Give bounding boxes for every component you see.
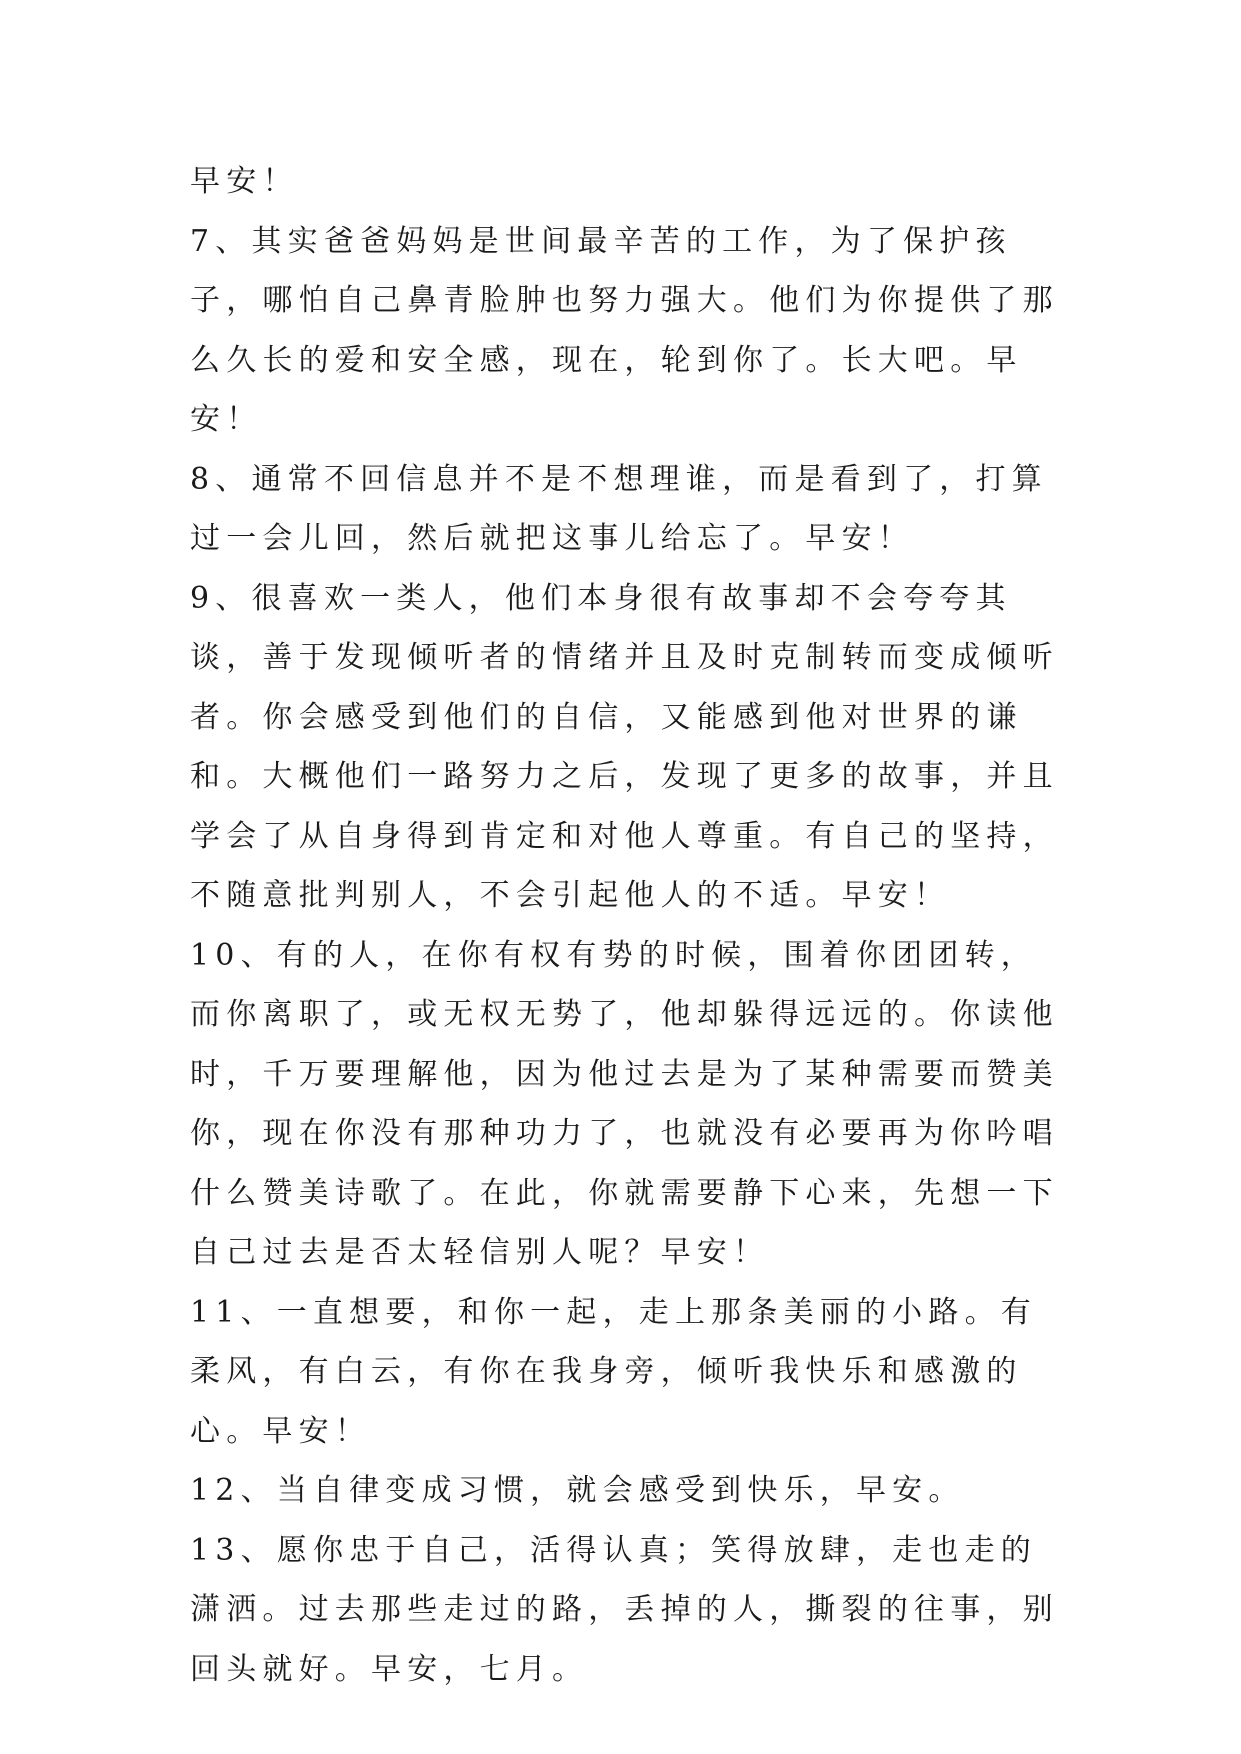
document-body	[190, 152, 1070, 1699]
paragraph-greeting: 早安！	[190, 164, 299, 199]
paragraph-13: 13、愿你忠于自己，活得认真；笑得放肆，走也走的潇洒。过去那些走过的路，丢掉的人，撕裂的往事，别回头就好。早安，七月。	[190, 1532, 1059, 1687]
paragraph-7: 7、其实爸爸妈妈是世间最辛苦的工作，为了保护孩子，哪怕自己鼻青脸肿也努力强大。他们为你提供了那么久长的爱和安全感，现在，轮到你了。长大吧。早安！	[190, 223, 1059, 437]
paragraph-10: 10、有的人，在你有权有势的时候，围着你团团转，而你离职了，或无权无势了，他却躲得远远的。你读他时，千万要理解他，因为他过去是为了某种需要而赞美你，现在你没有那种功力了，也就没有必要再为你吟唱什么赞美诗歌了。在此，你就需要静下心来，先想一下自己过去是否太轻信别人呢？早安！	[190, 937, 1059, 1270]
paragraph-8: 8、通常不回信息并不是不想理谁，而是看到了，打算过一会儿回，然后就把这事儿给忘了。早安！	[190, 461, 1048, 556]
paragraph-12: 12、当自律变成习惯，就会感受到快乐，早安。	[190, 1473, 965, 1508]
paragraph-11: 11、一直想要，和你一起，走上那条美丽的小路。有柔风，有白云，有你在我身旁，倾听我快乐和感激的心。早安！	[190, 1294, 1037, 1449]
paragraph-9: 9、很喜欢一类人，他们本身很有故事却不会夸夸其谈，善于发现倾听者的情绪并且及时克制转而变成倾听者。你会感受到他们的自信，又能感到他对世界的谦和。大概他们一路努力之后，发现了更多的故事，并且学会了从自身得到肯定和对他人尊重。有自己的坚持，不随意批判别人，不会引起他人的不适。早安！	[190, 580, 1059, 913]
